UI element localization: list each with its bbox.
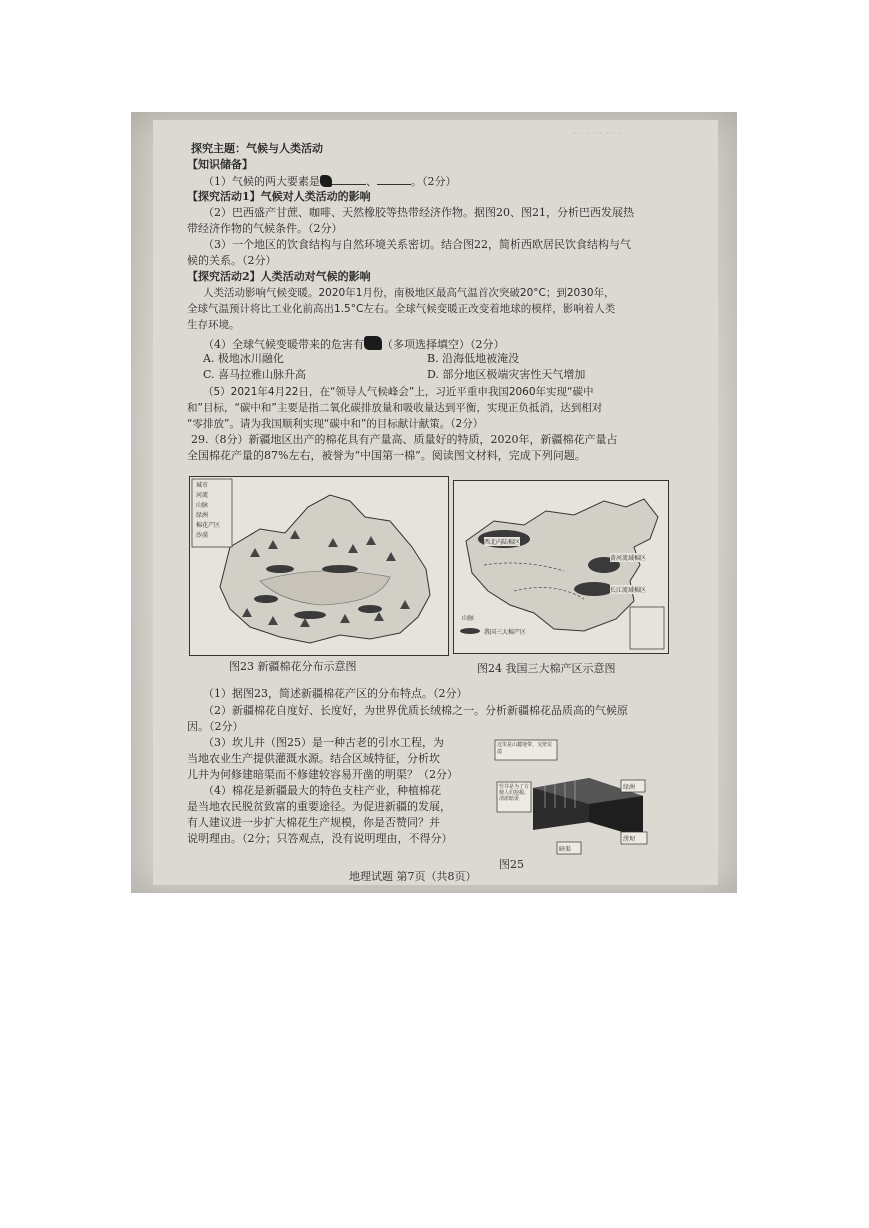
option-d: D. 部分地区极端灾害性天气增加	[427, 368, 586, 381]
figure-23-legend	[196, 481, 220, 541]
figure-24-map	[453, 480, 669, 654]
legend-mountain: 山脉	[196, 502, 209, 509]
figure-25-diagram	[493, 738, 683, 860]
question-1-text: （1）气候的两大要素是	[203, 175, 320, 188]
material-line-3: 生存环境。	[187, 319, 240, 331]
exam-page-photo	[131, 112, 737, 893]
legend-mountain: 山脉	[462, 615, 475, 622]
exam-paper	[153, 120, 718, 885]
question-3-line-2: 候的关系。（2分）	[187, 254, 277, 267]
callout-shaft: 竖井是为了方便人们挖掘、清淤暗渠	[499, 784, 530, 802]
ink-blot	[364, 336, 382, 350]
question-4-score: （多项选择填空）（2分）	[382, 338, 505, 351]
figure-23-map	[189, 476, 449, 656]
legend-city: 城市	[196, 482, 209, 489]
question-29-1: （1）据图23，简述新疆棉花产区的分布特点。（2分）	[203, 687, 468, 700]
question-1-score: 。（2分）	[411, 175, 457, 188]
question-29-2-line-1: （2）新疆棉花自度好、长度好，为世界优质长绒棉之一。分析新疆棉花品质高的气候原	[203, 704, 628, 717]
label-reservoir: 涝坝	[623, 836, 636, 843]
question-4	[203, 336, 505, 352]
question-3-line-1: （3）一个地区的饮食结构与自然环境关系密切。结合图22，简析西欧居民饮食结构与气	[203, 238, 631, 251]
question-29-3-line-2: 当地农业生产提供灌溉水源。结合区域特征，分析坎	[187, 752, 440, 765]
option-a: A. 极地冰川融化	[203, 352, 284, 365]
section-knowledge: 【知识储备】	[187, 158, 253, 171]
question-29-2-line-2: 因。（2分）	[187, 720, 244, 733]
label-oasis: 绿洲	[623, 784, 636, 791]
question-29-line-2: 全国棉花产量的87%左右，被誉为“中国第一棉”。阅读图文材料，完成下列问题。	[187, 449, 586, 462]
question-2-line-1: （2）巴西盛产甘蔗、咖啡、天然橡胶等热带经济作物。据图20、图21，分析巴西发展热	[203, 206, 634, 219]
label-yangtze-region: 长江流域棉区	[610, 587, 647, 594]
material-line-1: 人类活动影响气候变暖。2020年1月份，南极地区最高气温首次突破20°C；到2030年，	[203, 287, 615, 299]
question-29-4-line-1: （4）棉花是新疆最大的特色支柱产业，种植棉花	[203, 784, 441, 797]
question-29-3-line-3: 儿井为何修建暗渠而不修建较容易开凿的明渠？（2分）	[187, 768, 458, 781]
answer-blank	[377, 174, 411, 185]
section-activity-1: 【探究活动1】气候对人类活动的影响	[187, 190, 371, 203]
material-line-2: 全球气温预计将比工业化前高出1.5°C左右。全球气候变暖正改变着地球的模样，影响着人类	[187, 303, 616, 315]
figure-25-caption: 图25	[499, 858, 524, 871]
question-2-line-2: 带经济作物的气候条件。（2分）	[187, 222, 343, 235]
question-29-4-line-2: 是当地农民脱贫致富的重要途径。为促进新疆的发展，	[187, 800, 451, 813]
legend-oasis: 绿洲	[196, 512, 209, 519]
question-29-3-line-1: （3）坎儿井（图25）是一种古老的引水工程，为	[203, 736, 444, 749]
question-1-sep: 、	[366, 175, 377, 188]
legend-river: 河流	[196, 492, 209, 499]
question-4-text: （4）全球气候变暖带来的危害有	[203, 338, 364, 351]
question-29-4-line-3: 有人建议进一步扩大棉花生产规模，你是否赞同？并	[187, 816, 440, 829]
option-c: C. 喜马拉雅山脉升高	[203, 368, 307, 381]
topic-title: 探究主题：气候与人类活动	[191, 142, 323, 155]
page-footer: 地理试题 第7页（共8页）	[349, 870, 477, 883]
question-5-line-1: （5）2021年4月22日，在“领导人气候峰会”上，习近平重申我国2060年实现“碳中	[203, 386, 594, 398]
legend-cotton-area: 棉花产区	[196, 522, 221, 529]
option-b: B. 沿海低地被淹没	[427, 352, 520, 365]
callout-piedmont: 这里是山麓地带，戈壁荒漠	[497, 742, 553, 755]
ink-blot	[320, 175, 332, 187]
answer-blank	[332, 174, 366, 185]
figure-24-caption: 图24 我国三大棉产区示意图	[477, 662, 616, 675]
xinjiang-cotton-map	[190, 477, 448, 655]
legend-cotton-region: 我国三大棉产区	[484, 629, 527, 636]
question-1	[203, 174, 457, 189]
question-29-line-1: 29.（8分）新疆地区出产的棉花具有产量高、质量好的特质，2020年，新疆棉花产量占	[191, 433, 618, 446]
label-underground-channel: 暗渠	[559, 846, 572, 853]
label-yellow-river-region: 黄河流域棉区	[610, 555, 647, 562]
label-northwest-region: 西北内陆棉区	[484, 539, 521, 546]
question-5-line-3: “零排放”。请为我国顺利实现“碳中和”的目标献计献策。（2分）	[187, 418, 484, 430]
legend-desert: 沙漠	[196, 532, 209, 539]
bleed-through-text: - - - - - - - -	[573, 128, 623, 139]
section-activity-2: 【探究活动2】人类活动对气候的影响	[187, 270, 371, 283]
question-5-line-2: 和”目标，“碳中和”主要是指二氧化碳排放量和吸收量达到平衡，实现正负抵消，达到相对	[187, 402, 603, 414]
figure-23-caption: 图23 新疆棉花分布示意图	[229, 660, 357, 673]
question-29-4-line-4: 说明理由。（2分；只答观点，没有说明理由，不得分）	[187, 832, 453, 845]
